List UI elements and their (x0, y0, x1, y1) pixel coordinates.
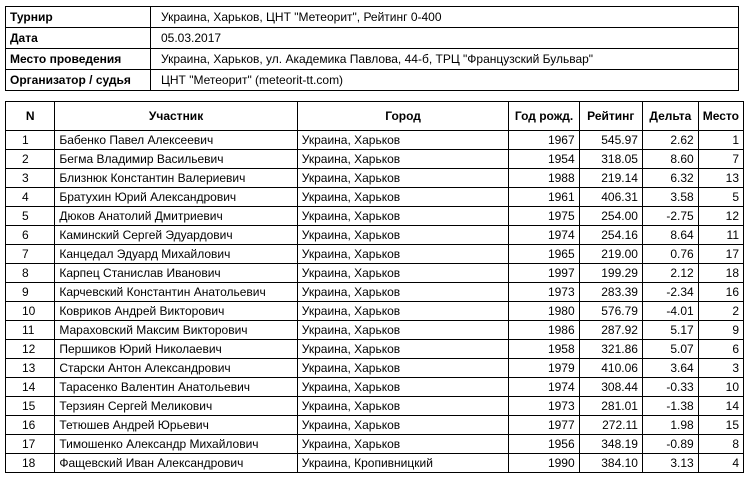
cell-n: 18 (6, 454, 55, 473)
cell-rating: 287.92 (579, 321, 642, 340)
cell-place: 5 (698, 188, 743, 207)
cell-birth-year: 1974 (509, 226, 579, 245)
table-row (6, 207, 744, 226)
results-header-row (6, 102, 744, 131)
header-rating: Рейтинг (579, 102, 642, 131)
cell-place: 4 (698, 454, 743, 473)
cell-rating: 545.97 (579, 131, 642, 150)
info-value: ЦНТ "Метеорит" (meteorit-tt.com) (151, 70, 739, 91)
cell-participant: Першиков Юрий Николаевич (55, 340, 297, 359)
cell-rating: 219.00 (579, 245, 642, 264)
cell-n: 16 (6, 416, 55, 435)
tournament-info-table (5, 6, 739, 91)
cell-n: 3 (6, 169, 55, 188)
cell-place: 18 (698, 264, 743, 283)
cell-delta: -2.34 (642, 283, 698, 302)
cell-n: 6 (6, 226, 55, 245)
table-row (6, 226, 744, 245)
cell-participant: Терзиян Сергей Меликович (55, 397, 297, 416)
cell-birth-year: 1954 (509, 150, 579, 169)
header-participant: Участник (55, 102, 297, 131)
table-row (6, 245, 744, 264)
cell-place: 6 (698, 340, 743, 359)
cell-delta: -1.38 (642, 397, 698, 416)
cell-n: 1 (6, 131, 55, 150)
cell-participant: Карпец Станислав Иванович (55, 264, 297, 283)
table-row (6, 359, 744, 378)
table-row (6, 150, 744, 169)
info-value: Украина, Харьков, ул. Академика Павлова, 44-б, ТРЦ "Французский Бульвар" (151, 49, 739, 70)
cell-city: Украина, Харьков (297, 378, 509, 397)
cell-place: 1 (698, 131, 743, 150)
header-place: Место (698, 102, 743, 131)
table-row (6, 302, 744, 321)
cell-rating: 272.11 (579, 416, 642, 435)
cell-participant: Бегма Владимир Васильевич (55, 150, 297, 169)
cell-birth-year: 1986 (509, 321, 579, 340)
cell-delta: 8.60 (642, 150, 698, 169)
cell-city: Украина, Харьков (297, 321, 509, 340)
header-city: Город (297, 102, 509, 131)
info-label: Дата (6, 28, 151, 49)
cell-rating: 283.39 (579, 283, 642, 302)
cell-n: 5 (6, 207, 55, 226)
cell-delta: 6.32 (642, 169, 698, 188)
cell-delta: 1.98 (642, 416, 698, 435)
cell-city: Украина, Харьков (297, 416, 509, 435)
cell-participant: Близнюк Константин Валериевич (55, 169, 297, 188)
cell-rating: 281.01 (579, 397, 642, 416)
cell-place: 8 (698, 435, 743, 454)
cell-place: 3 (698, 359, 743, 378)
cell-delta: 2.12 (642, 264, 698, 283)
cell-place: 11 (698, 226, 743, 245)
cell-participant: Карчевский Константин Анатольевич (55, 283, 297, 302)
cell-participant: Бабенко Павел Алексеевич (55, 131, 297, 150)
cell-delta: 3.58 (642, 188, 698, 207)
cell-place: 2 (698, 302, 743, 321)
cell-rating: 576.79 (579, 302, 642, 321)
cell-birth-year: 1988 (509, 169, 579, 188)
cell-delta: -4.01 (642, 302, 698, 321)
cell-place: 14 (698, 397, 743, 416)
info-row-venue (6, 49, 739, 70)
info-label: Турнир (6, 7, 151, 28)
cell-city: Украина, Харьков (297, 340, 509, 359)
cell-birth-year: 1973 (509, 397, 579, 416)
table-row (6, 416, 744, 435)
table-row (6, 321, 744, 340)
cell-delta: 3.64 (642, 359, 698, 378)
info-label: Организатор / судья (6, 70, 151, 91)
info-value: Украина, Харьков, ЦНТ "Метеорит", Рейтинг 0-400 (151, 7, 739, 28)
cell-birth-year: 1958 (509, 340, 579, 359)
cell-birth-year: 1990 (509, 454, 579, 473)
cell-participant: Тетюшев Андрей Юрьевич (55, 416, 297, 435)
cell-participant: Фащевский Иван Александрович (55, 454, 297, 473)
cell-participant: Братухин Юрий Александрович (55, 188, 297, 207)
cell-city: Украина, Харьков (297, 302, 509, 321)
table-row (6, 169, 744, 188)
cell-delta: 8.64 (642, 226, 698, 245)
info-row-organizer (6, 70, 739, 91)
table-row (6, 283, 744, 302)
cell-city: Украина, Харьков (297, 150, 509, 169)
results-body (6, 131, 744, 473)
cell-delta: -0.89 (642, 435, 698, 454)
cell-birth-year: 1967 (509, 131, 579, 150)
cell-delta: 0.76 (642, 245, 698, 264)
cell-city: Украина, Харьков (297, 131, 509, 150)
cell-place: 9 (698, 321, 743, 340)
cell-participant: Каминский Сергей Эдуардович (55, 226, 297, 245)
cell-place: 7 (698, 150, 743, 169)
cell-participant: Тарасенко Валентин Анатольевич (55, 378, 297, 397)
header-delta: Дельта (642, 102, 698, 131)
cell-rating: 254.00 (579, 207, 642, 226)
cell-rating: 348.19 (579, 435, 642, 454)
cell-rating: 406.31 (579, 188, 642, 207)
cell-birth-year: 1961 (509, 188, 579, 207)
cell-rating: 308.44 (579, 378, 642, 397)
cell-place: 12 (698, 207, 743, 226)
cell-place: 16 (698, 283, 743, 302)
tournament-info-body (6, 7, 739, 91)
cell-delta: 5.07 (642, 340, 698, 359)
table-row (6, 264, 744, 283)
cell-participant: Дюков Анатолий Дмитриевич (55, 207, 297, 226)
cell-birth-year: 1965 (509, 245, 579, 264)
info-label: Место проведения (6, 49, 151, 70)
cell-participant: Ковриков Андрей Викторович (55, 302, 297, 321)
cell-city: Украина, Харьков (297, 435, 509, 454)
cell-n: 9 (6, 283, 55, 302)
cell-rating: 199.29 (579, 264, 642, 283)
header-n: N (6, 102, 55, 131)
cell-participant: Тимошенко Александр Михайлович (55, 435, 297, 454)
table-row (6, 397, 744, 416)
cell-participant: Мараховский Максим Викторович (55, 321, 297, 340)
cell-n: 17 (6, 435, 55, 454)
cell-n: 4 (6, 188, 55, 207)
cell-n: 11 (6, 321, 55, 340)
table-row (6, 131, 744, 150)
results-table (5, 101, 744, 473)
cell-rating: 254.16 (579, 226, 642, 245)
cell-n: 12 (6, 340, 55, 359)
cell-birth-year: 1980 (509, 302, 579, 321)
cell-n: 15 (6, 397, 55, 416)
cell-city: Украина, Харьков (297, 245, 509, 264)
cell-birth-year: 1979 (509, 359, 579, 378)
cell-place: 15 (698, 416, 743, 435)
cell-city: Украина, Харьков (297, 169, 509, 188)
info-value: 05.03.2017 (151, 28, 739, 49)
cell-city: Украина, Кропивницкий (297, 454, 509, 473)
info-row-date (6, 28, 739, 49)
cell-rating: 384.10 (579, 454, 642, 473)
cell-birth-year: 1973 (509, 283, 579, 302)
cell-birth-year: 1975 (509, 207, 579, 226)
cell-place: 10 (698, 378, 743, 397)
cell-delta: 5.17 (642, 321, 698, 340)
cell-birth-year: 1974 (509, 378, 579, 397)
info-row-tournament (6, 7, 739, 28)
table-row (6, 340, 744, 359)
table-row (6, 435, 744, 454)
cell-rating: 219.14 (579, 169, 642, 188)
table-row (6, 188, 744, 207)
cell-place: 17 (698, 245, 743, 264)
cell-birth-year: 1997 (509, 264, 579, 283)
cell-n: 10 (6, 302, 55, 321)
cell-rating: 318.05 (579, 150, 642, 169)
cell-n: 7 (6, 245, 55, 264)
cell-delta: -2.75 (642, 207, 698, 226)
cell-delta: -0.33 (642, 378, 698, 397)
cell-city: Украина, Харьков (297, 397, 509, 416)
cell-n: 8 (6, 264, 55, 283)
cell-delta: 2.62 (642, 131, 698, 150)
cell-participant: Канцедал Эдуард Михайлович (55, 245, 297, 264)
cell-place: 13 (698, 169, 743, 188)
header-birth-year: Год рожд. (509, 102, 579, 131)
cell-n: 13 (6, 359, 55, 378)
cell-city: Украина, Харьков (297, 359, 509, 378)
cell-city: Украина, Харьков (297, 207, 509, 226)
table-row (6, 454, 744, 473)
table-row (6, 378, 744, 397)
cell-delta: 3.13 (642, 454, 698, 473)
cell-city: Украина, Харьков (297, 188, 509, 207)
cell-participant: Старски Антон Александрович (55, 359, 297, 378)
cell-city: Украина, Харьков (297, 264, 509, 283)
cell-birth-year: 1977 (509, 416, 579, 435)
cell-rating: 410.06 (579, 359, 642, 378)
cell-rating: 321.86 (579, 340, 642, 359)
cell-birth-year: 1956 (509, 435, 579, 454)
cell-n: 14 (6, 378, 55, 397)
cell-city: Украина, Харьков (297, 283, 509, 302)
cell-n: 2 (6, 150, 55, 169)
cell-city: Украина, Харьков (297, 226, 509, 245)
